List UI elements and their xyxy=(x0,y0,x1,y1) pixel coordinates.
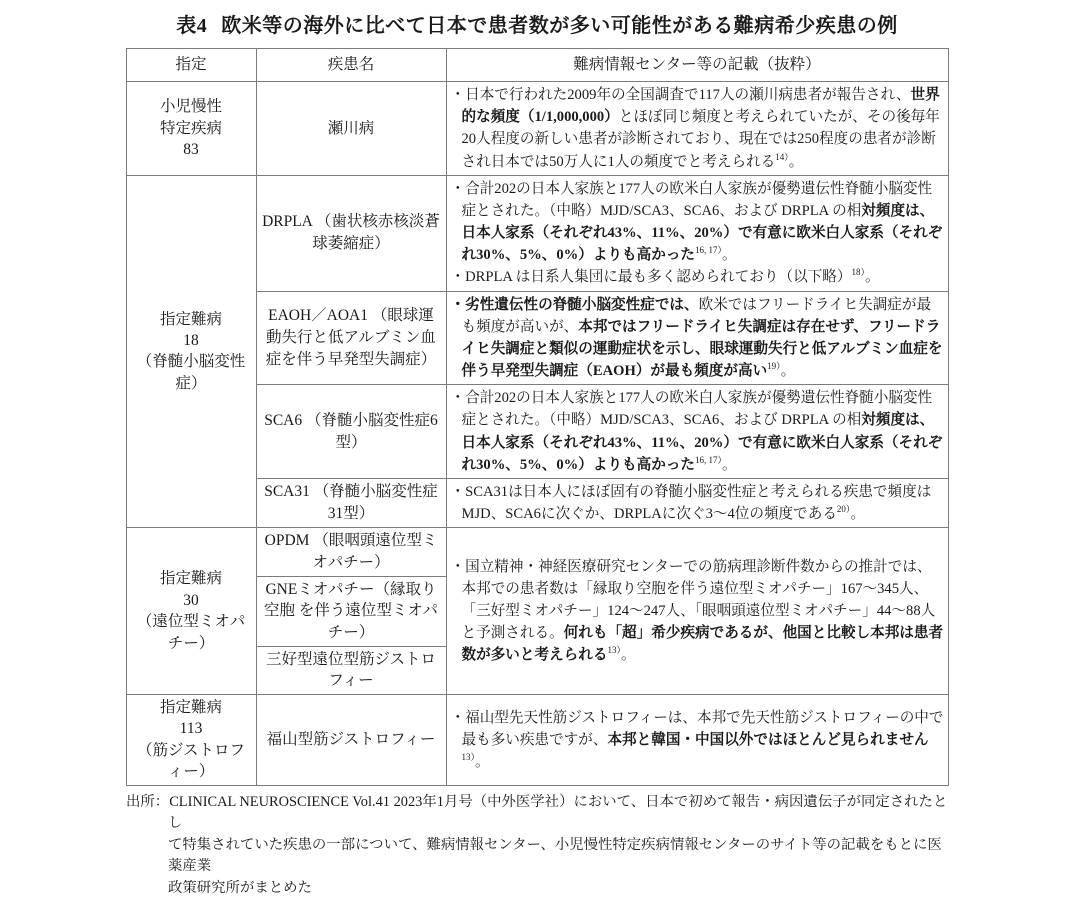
desc-text-end: 。 xyxy=(722,456,737,473)
table-row xyxy=(126,695,948,786)
reference-superscript: 13） xyxy=(461,752,476,763)
table-row xyxy=(126,528,948,576)
disease-name-gne xyxy=(256,576,446,646)
disease-name-label: SCA6 xyxy=(264,411,303,429)
desc-text-a: ・国立精神・神経医療研究センターでの筋病理診断件数からの推計では、本邦での患者数は「縁取り空胞を伴う遠位型ミオパチー」167～345人、「三好型ミオパチー」124～247人、「眼咽頭遠位型ミオパチー」44～88人と予測される。 xyxy=(450,558,936,642)
designation-line-3: （遠位型ミオパチー） xyxy=(136,613,246,652)
source-label: 出所： xyxy=(126,793,170,810)
disease-name-sublabel: （歯状核赤核淡蒼球萎縮症） xyxy=(312,213,440,253)
designation-line-1: 指定難病 xyxy=(159,570,222,588)
reference-superscript: 19） xyxy=(767,361,781,372)
reference-superscript: 16, 17） xyxy=(695,454,723,465)
column-header-disease-name: 疾患名 xyxy=(256,49,446,82)
reference-superscript: 13） xyxy=(607,645,621,656)
desc-text-bold-a: ・劣性遺伝性の脊髄小脳変性症では、 xyxy=(450,296,699,313)
disease-name-sublabel: （眼咽頭遠位型ミオパチー） xyxy=(312,532,438,571)
desc-text-end: 。 xyxy=(864,269,880,286)
disease-name-sublabel: を伴う遠位型ミオパチー） xyxy=(298,602,439,642)
desc-text-bold-d: 眼球運動失行と低アルブミン血症を伴う早発型失調症（EAOH）が最も頻度が高い xyxy=(461,340,943,380)
description-segawa xyxy=(446,82,948,176)
disease-name-segawa xyxy=(256,82,446,176)
description-paragraph xyxy=(451,556,944,667)
description-paragraph xyxy=(451,266,944,288)
designation-line-2: 特定疾病 xyxy=(159,119,222,137)
desc-text-end: 。 xyxy=(788,153,804,170)
desc-text-end: 。 xyxy=(620,647,636,664)
desc-text-a: ・合計202の日本人家族と177人の欧米白人家族が優勢遺伝性脊髄小脳変性症とされた。（中略）MJD/SCA3、SCA6、および DRPLA の相 xyxy=(450,180,933,219)
disease-name-sublabel: （脊髄小脳変性症31型） xyxy=(313,483,438,523)
page-title xyxy=(0,0,1074,48)
reference-superscript: 20） xyxy=(836,504,851,515)
desc-text-end: 。 xyxy=(780,363,796,380)
disease-name-drpla xyxy=(256,175,446,291)
designation-line-2: 30 xyxy=(183,591,199,609)
disease-name-label: 福山型筋ジストロフィー xyxy=(266,730,436,748)
disease-name-fukuyama xyxy=(256,695,446,786)
disease-name-sublabel: （眼球運動失行と低アルブミン血症を伴う早発型失調症） xyxy=(265,307,437,368)
desc-text-a: ・日本で行われた2009年の全国調査で117人の瀬川病患者が報告され、 xyxy=(450,87,911,103)
designation-line-1: 指定難病 xyxy=(159,310,222,328)
source-line-3: 政策研究所がまとめた xyxy=(168,880,312,897)
desc-text-bold: 世界的な頻度（1/1,000,000） xyxy=(461,87,940,126)
description-myopathy xyxy=(446,528,948,695)
reference-superscript: 14） xyxy=(775,151,789,162)
disease-name-label: 瀬川病 xyxy=(327,119,375,137)
table-row xyxy=(126,82,948,176)
disease-name-sca6 xyxy=(256,385,446,479)
desc-text-c: とほぼ同じ頻度と考えられていたが、その後毎年20人程度の新しい患者が診断されており、現在では250程度の患者が診断され日本では50万人に1人の頻度でと考えられる xyxy=(461,109,940,170)
desc-text-end: 。 xyxy=(850,506,866,523)
disease-name-label: SCA31 xyxy=(264,483,310,501)
disease-name-label: EAOH／AOA1 xyxy=(268,307,368,325)
disease-name-label: 三好型遠位型筋ジストロフィー xyxy=(265,650,437,690)
source-note xyxy=(126,792,948,900)
disease-name-sca31 xyxy=(256,478,446,527)
designation-line-1: 小児慢性 xyxy=(159,98,222,116)
designation-cell-dystrophy xyxy=(126,695,256,786)
desc-text-bold-c: 本邦ではフリードライヒ失調症は存在せず、フリードライヒ失調症と類似の運動症状を示し、 xyxy=(461,318,941,357)
description-drpla xyxy=(446,175,948,291)
desc-text-end: 。 xyxy=(475,753,490,770)
description-paragraph xyxy=(451,294,944,383)
source-line-1 xyxy=(126,792,948,835)
desc-text-bold: 何れも「超」希少疾病であるが、他国と比較し本邦は患者数が多いと考えられる xyxy=(461,625,944,664)
designation-line-2: 18 xyxy=(183,332,199,350)
desc-text-bold: 本邦と韓国・中国以外ではほとんど見られません xyxy=(607,731,929,748)
column-header-description: 難病情報センター等の記載（抜粋） xyxy=(446,49,948,82)
designation-line-1: 指定難病 xyxy=(159,699,222,717)
designation-line-2: 113 xyxy=(179,720,203,738)
source-line-2: て特集されていた疾患の一部について、難病情報センター、小児慢性特定疾病情報センターのサイト等の記載をもとに医薬産業 xyxy=(168,836,942,875)
desc-text-a: ・DRPLA は日系人集団に最も多く認められており（以下略） xyxy=(450,269,852,286)
disease-name-opdm xyxy=(256,528,446,576)
description-sca31 xyxy=(446,478,948,527)
description-fukuyama xyxy=(446,695,948,786)
column-header-designation: 指定 xyxy=(126,49,256,82)
source-text-1: CLINICAL NEUROSCIENCE Vol.41 2023年1月号（中外医学社）において、日本で初めて報告・病因遺伝子が同定されたとし xyxy=(168,793,948,832)
reference-superscript: 18） xyxy=(851,267,865,278)
disease-name-label: DRPLA xyxy=(262,213,313,231)
designation-line-3: （筋ジストロフィー） xyxy=(136,741,246,781)
table-number: 表4 xyxy=(176,15,208,37)
disease-name-label: GNEミオパチー（縁取り空胞 xyxy=(263,580,437,620)
desc-text-end: 。 xyxy=(722,247,737,264)
description-paragraph xyxy=(451,387,944,476)
description-paragraph xyxy=(451,178,944,267)
designation-line-3: 83 xyxy=(183,141,199,159)
designation-line-3: （脊髄小脳変性症） xyxy=(136,353,246,392)
designation-cell-segawa xyxy=(126,82,256,176)
disease-name-sublabel: （脊髄小脳変性症6型） xyxy=(306,411,438,451)
desc-text-bold: 対頻度は、日本人家系（それぞれ43%、11%、20%）で有意に欧米白人家系（それぞれ30%、5%、0%）よりも高かった xyxy=(461,202,943,264)
desc-text-a: ・合計202の日本人家族と177人の欧米白人家族が優勢遺伝性脊髄小脳変性症とされた。（中略）MJD/SCA3、SCA6、および DRPLA の相 xyxy=(450,390,933,429)
description-paragraph xyxy=(451,481,944,525)
designation-cell-myopathy xyxy=(126,528,256,695)
desc-text-bold: 対頻度は、日本人家系（それぞれ43%、11%、20%）で有意に欧米白人家系（それぞれ30%、5%、0%）よりも高かった xyxy=(461,412,943,473)
description-sca6 xyxy=(446,385,948,479)
desc-text-b: 欧米ではフリードライヒ失調症が最も頻度が高いが、 xyxy=(461,296,932,335)
table-title-text: 欧米等の海外に比べて日本で患者数が多い可能性がある難病希少疾患の例 xyxy=(221,15,898,37)
desc-text-a: ・福山型先天性筋ジストロフィーは、本邦で先天性筋ジストロフィーの中で最も多い疾患ですが、 xyxy=(450,709,944,748)
disease-name-miyoshi xyxy=(256,646,446,694)
designation-cell-sca xyxy=(126,175,256,528)
table-row xyxy=(126,175,948,291)
description-eaoh xyxy=(446,291,948,385)
description-paragraph xyxy=(451,707,944,774)
disease-name-eaoh xyxy=(256,291,446,385)
table-header-row xyxy=(126,49,948,82)
reference-superscript: 16, 17） xyxy=(695,245,723,256)
description-paragraph xyxy=(451,84,944,173)
disease-name-label: OPDM xyxy=(264,532,310,550)
desc-text-a: ・SCA31は日本人にほぼ固有の脊髄小脳変性症と考えられる疾患で頻度はMJD、SCA6に次ぐか、DRPLAに次ぐ3～4位の頻度である xyxy=(450,483,932,523)
rare-disease-table xyxy=(126,48,949,786)
